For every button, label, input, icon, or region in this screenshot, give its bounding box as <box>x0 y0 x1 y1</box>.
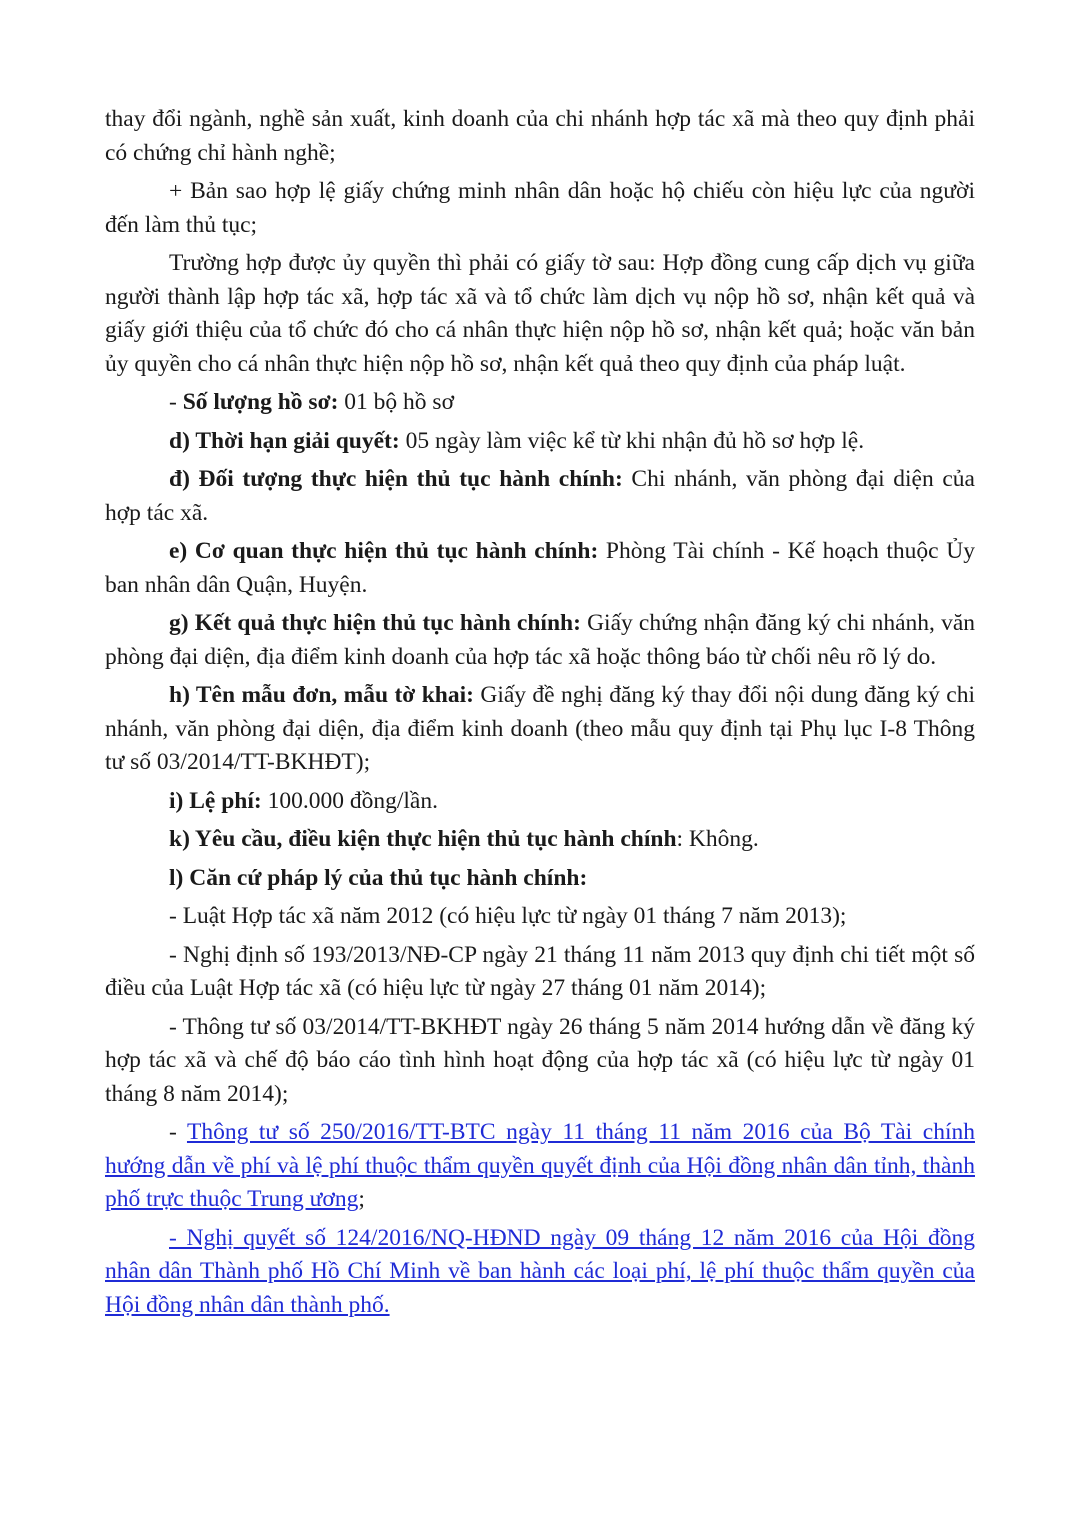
item-label: h) Tên mẫu đơn, mẫu tờ khai: <box>169 682 474 708</box>
paragraph-id-copy: + Bản sao hợp lệ giấy chứng minh nhân dân hoặc hộ chiếu còn hiệu lực của người đến làm thủ tục; <box>105 178 975 238</box>
item-dossier-count <box>105 386 975 420</box>
item-forms <box>105 679 975 780</box>
item-processing-time <box>105 425 975 459</box>
item-text: Giấy đề nghị đăng ký thay đổi nội dung đăng ký chi nhánh, văn phòng đại diện, địa điểm kinh doanh (theo mẫu quy định tại Phụ lục I-8 Thông tư số 03/2014/TT-BKHĐT); <box>105 682 975 775</box>
paragraph-continuation: thay đổi ngành, nghề sản xuất, kinh doanh của chi nhánh hợp tác xã mà theo quy định phải có chứng chỉ hành nghề; <box>105 106 975 166</box>
legal-basis-circular: - Thông tư số 03/2014/TT-BKHĐT ngày 26 tháng 5 năm 2014 hướng dẫn về đăng ký hợp tác xã và chế độ báo cáo tình hình hoạt động của hợp tác xã (có hiệu lực từ ngày 01 tháng 8 năm 2014); <box>105 1013 975 1107</box>
item-label: Số lượng hồ sơ: <box>182 389 339 415</box>
item-text: : Không. <box>676 826 759 852</box>
item-requirements <box>105 823 975 857</box>
item-text: 05 ngày làm việc kể từ khi nhận đủ hồ sơ hợp lệ. <box>399 427 865 454</box>
item-prefix: - <box>169 389 183 415</box>
item-text: Phòng Tài chính - Kế hoạch thuộc Ủy ban nhân dân Quận, Huyện. <box>105 538 975 598</box>
item-label: g) Kết quả thực hiện thủ tục hành chính: <box>169 610 581 636</box>
item-text: Chi nhánh, văn phòng đại diện của hợp tác xã. <box>105 466 975 526</box>
item-label: i) Lệ phí: <box>169 787 262 814</box>
item-suffix: ; <box>358 1186 365 1212</box>
item-label: e) Cơ quan thực hiện thủ tục hành chính: <box>169 538 599 564</box>
circular-250-link[interactable]: Thông tư số 250/2016/TT-BTC ngày 11 tháng 11 năm 2016 của Bộ Tài chính hướng dẫn về phí và lệ phí thuộc thẩm quyền quyết định của Hội đồng nhân dân tỉnh, thành phố trực thuộc Trung ương <box>105 1119 975 1212</box>
item-label: d) Thời hạn giải quyết: <box>169 427 400 454</box>
item-text: 01 bộ hồ sơ <box>338 389 454 415</box>
item-result <box>105 607 975 674</box>
legal-basis-circular-link-item <box>105 1116 975 1217</box>
legal-basis-law: - Luật Hợp tác xã năm 2012 (có hiệu lực từ ngày 01 tháng 7 năm 2013); <box>169 903 847 929</box>
item-fee <box>105 785 975 819</box>
paragraph-authorization: Trường hợp được ủy quyền thì phải có giấy tờ sau: Hợp đồng cung cấp dịch vụ giữa người thành lập hợp tác xã, hợp tác xã và tổ chức làm dịch vụ nộp hồ sơ, nhận kết quả và giấy giới thiệu của tổ chức đó cho cá nhân thực hiện nộp hồ sơ, nhận kết quả; hoặc văn bản ủy quyền cho cá nhân thực hiện nộp hồ sơ, nhận kết quả theo quy định của pháp luật. <box>105 250 975 377</box>
resolution-124-link[interactable]: - Nghị quyết số 124/2016/NQ-HĐND ngày 09 tháng 12 năm 2016 của Hội đồng nhân dân Thành phố Hồ Chí Minh về ban hành các loại phí, lệ phí thuộc thẩm quyền của Hội đồng nhân dân thành phố. <box>105 1224 975 1318</box>
legal-basis-resolution-link-item <box>105 1222 975 1323</box>
item-prefix: - <box>169 1119 187 1145</box>
item-label: k) Yêu cầu, điều kiện thực hiện thủ tục hành chính <box>169 826 677 852</box>
item-label: l) Căn cứ pháp lý của thủ tục hành chính: <box>169 864 588 891</box>
item-text: Giấy chứng nhận đăng ký chi nhánh, văn phòng đại diện, địa điểm kinh doanh của hợp tác xã hoặc thông báo từ chối nêu rõ lý do. <box>105 610 975 670</box>
document-page <box>105 103 975 1327</box>
item-agency <box>105 535 975 602</box>
item-label: đ) Đối tượng thực hiện thủ tục hành chính: <box>169 466 623 492</box>
item-legal-basis-heading <box>105 862 975 896</box>
item-subjects <box>105 463 975 530</box>
legal-basis-decree: - Nghị định số 193/2013/NĐ-CP ngày 21 tháng 11 năm 2013 quy định chi tiết một số điều của Luật Hợp tác xã (có hiệu lực từ ngày 27 tháng 01 năm 2014); <box>105 941 975 1001</box>
item-text: 100.000 đồng/lần. <box>261 787 438 814</box>
